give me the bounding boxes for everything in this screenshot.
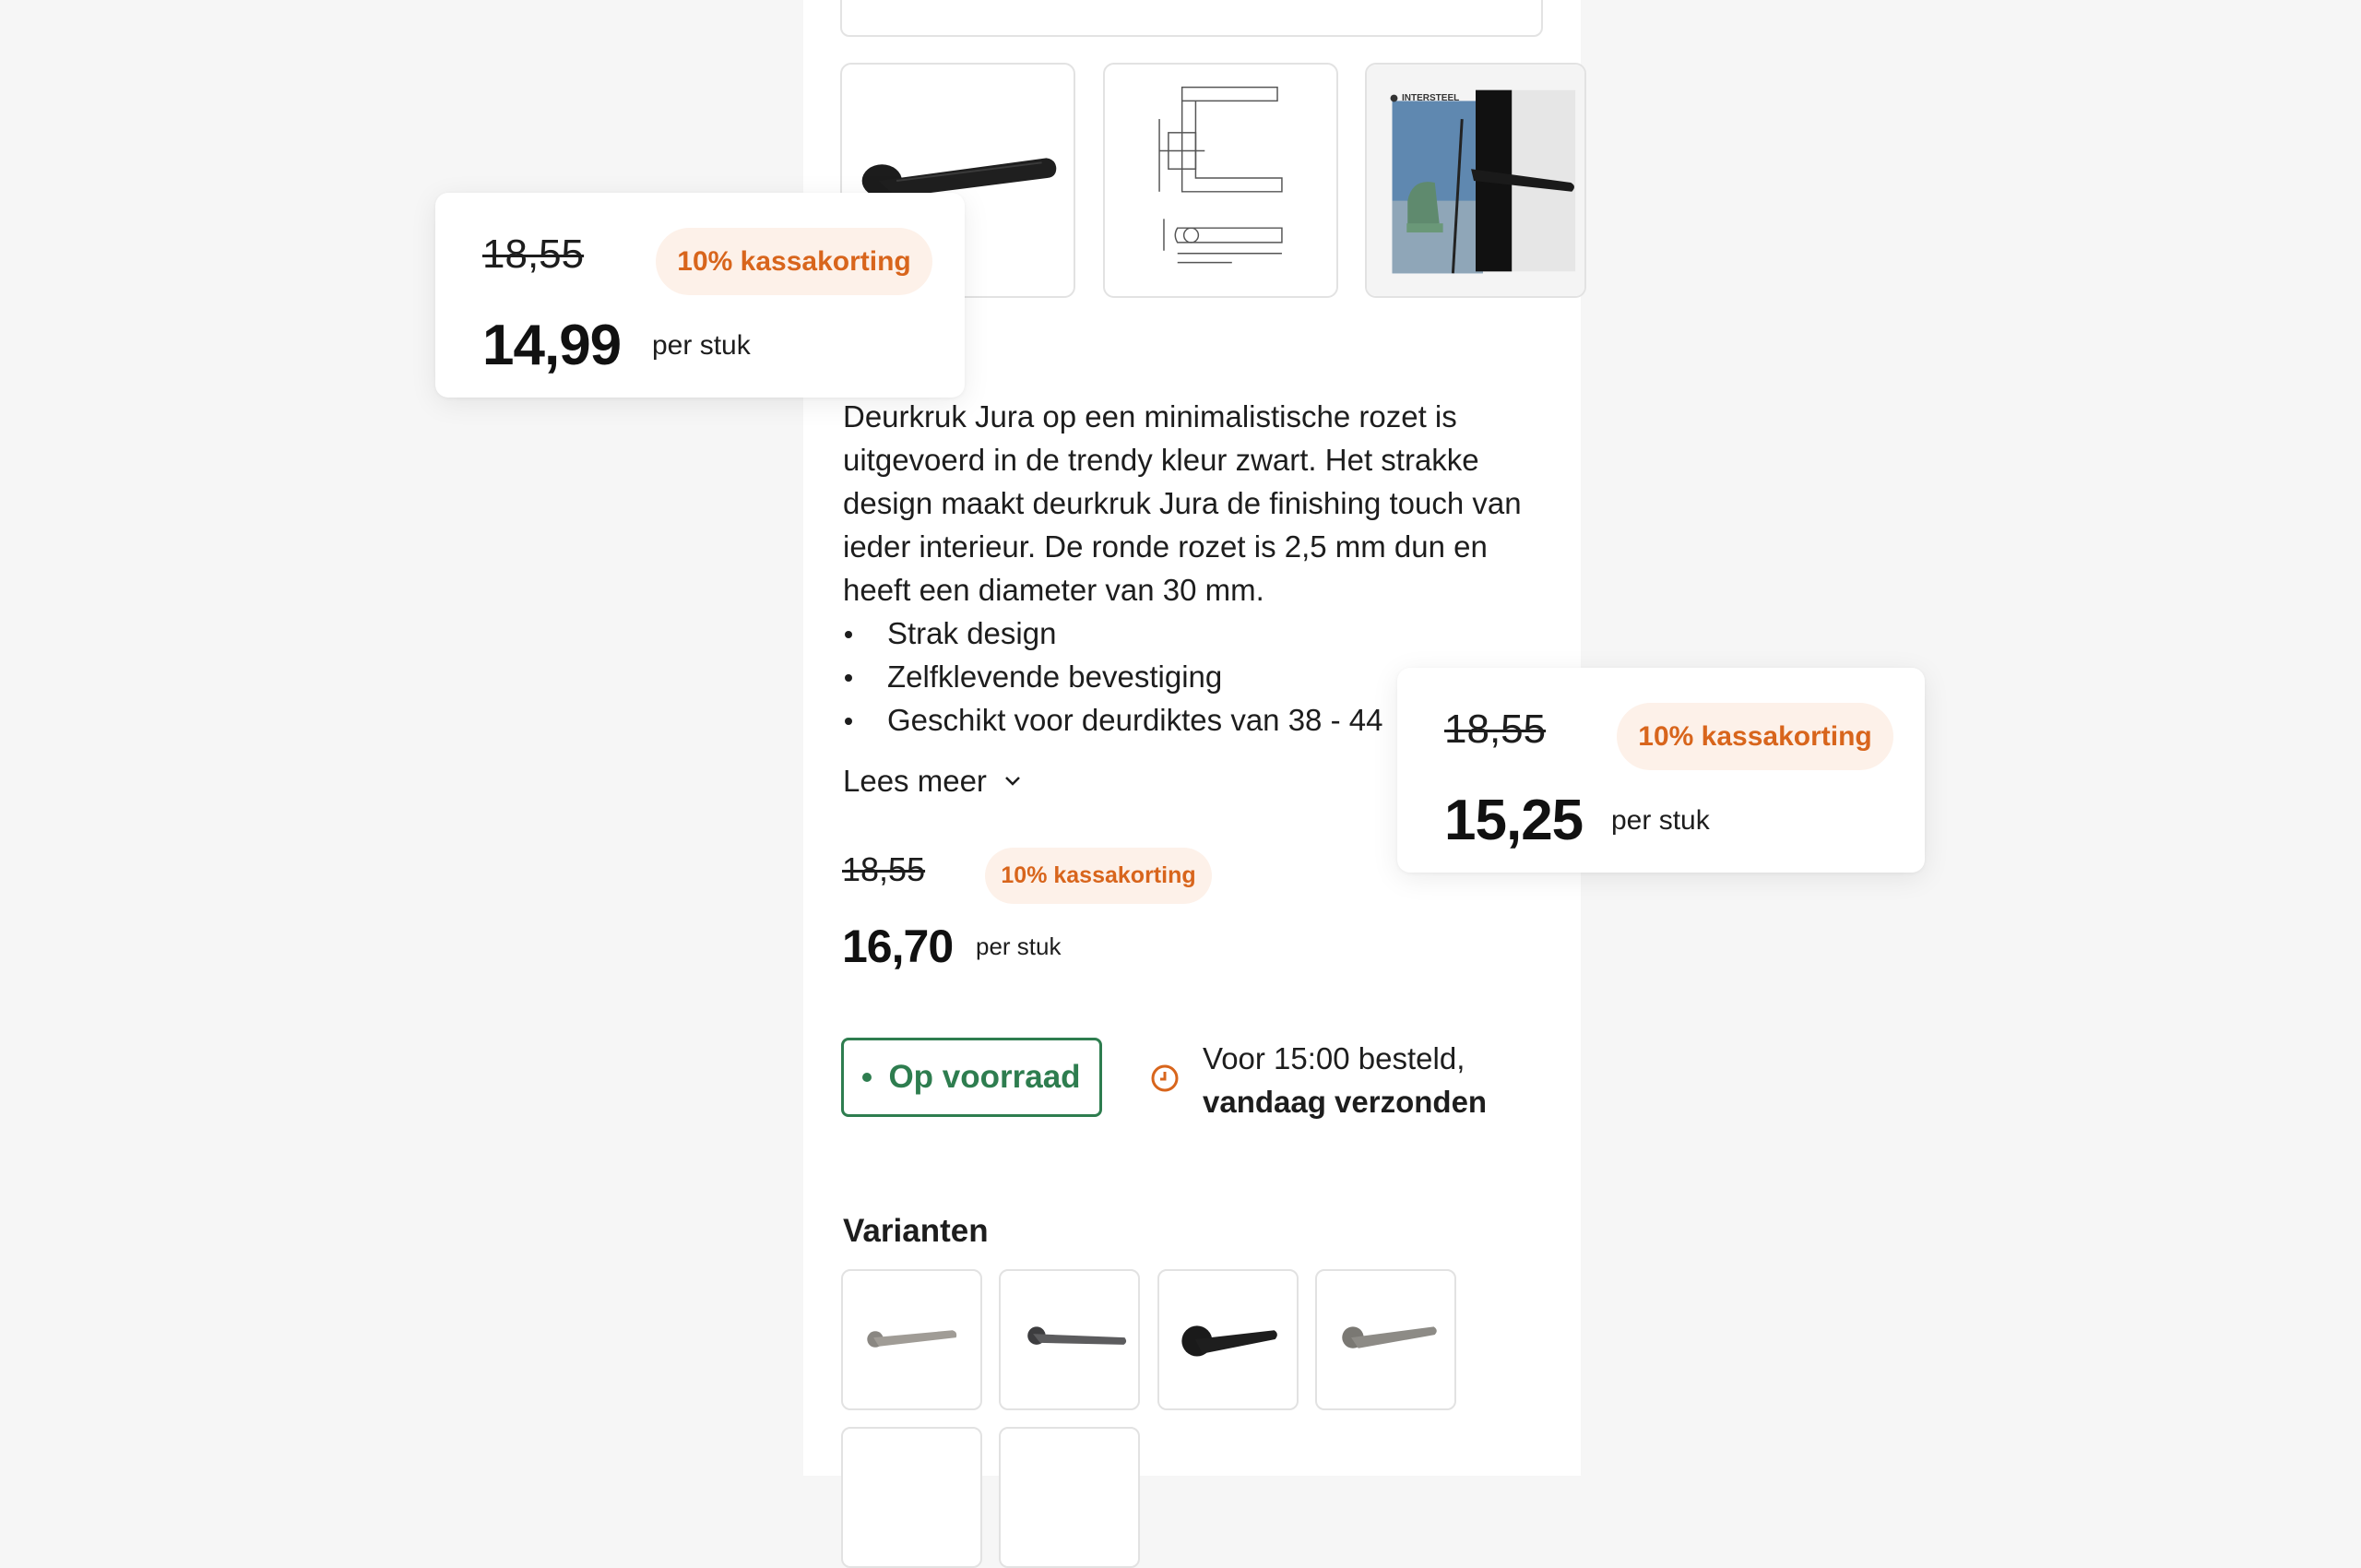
feature-item: Strak design xyxy=(843,612,1544,655)
discount-badge: 10% kassakorting xyxy=(656,228,932,295)
read-more-link[interactable] xyxy=(843,764,1022,799)
shipping-line-2: vandaag verzonden xyxy=(1203,1085,1488,1119)
stock-label: Op voorraad xyxy=(888,1059,1081,1095)
price-card-right xyxy=(1397,668,1925,873)
variant-thumbnail[interactable] xyxy=(841,1427,982,1568)
feature-item: Geschikt voor deurdiktes van 38 - 44 xyxy=(843,698,1544,742)
shipping-info xyxy=(1203,1037,1487,1123)
technical-drawing-image xyxy=(1105,65,1336,296)
stock-status-badge xyxy=(841,1038,1102,1117)
door-handle-image xyxy=(1001,1271,1138,1408)
price-unit: per stuk xyxy=(976,932,1062,960)
variant-titanium-handle[interactable] xyxy=(1315,1269,1456,1410)
description-text: Deurkruk Jura op een minimalistische rozet is uitgevoerd in de trendy kleur zwart. Het strakke design maakt deurkruk Jura de finishing touch van ieder interieur. De ronde rozet is 2,5 mm dun en heeft een diameter van 30 mm. xyxy=(843,399,1522,607)
variants-heading: Varianten xyxy=(843,1213,989,1249)
old-price: 18,55 xyxy=(842,850,926,888)
current-price: 14,99 xyxy=(482,314,622,377)
price-unit: per stuk xyxy=(1611,805,1710,836)
discount-badge: 10% kassakorting xyxy=(985,848,1212,904)
shipping-line-1: Voor 15:00 besteld, xyxy=(1203,1041,1465,1075)
old-price: 18,55 xyxy=(1444,707,1547,752)
current-price: 15,25 xyxy=(1444,789,1584,852)
price-unit: per stuk xyxy=(652,330,751,361)
read-more-label: Lees meer xyxy=(843,764,987,798)
current-price: 16,70 xyxy=(842,921,954,972)
thumbnail-interior-photo[interactable] xyxy=(1365,63,1586,298)
door-handle-image xyxy=(843,1271,980,1408)
feature-item: Zelfklevende bevestiging xyxy=(843,655,1544,698)
stock-dot-icon xyxy=(862,1073,872,1082)
chevron-down-icon xyxy=(1003,775,1022,788)
variant-black-handle[interactable] xyxy=(1157,1269,1299,1410)
door-handle-image xyxy=(1159,1271,1297,1408)
price-card-left xyxy=(435,193,965,398)
variant-thumbnail[interactable] xyxy=(999,1427,1140,1568)
intersteel-logo: INTERSTEEL xyxy=(1402,93,1460,103)
interior-photo-image xyxy=(1367,65,1584,296)
thumbnail-technical-drawing[interactable] xyxy=(1103,63,1338,298)
main-image-frame[interactable] xyxy=(840,0,1543,37)
variant-gunmetal-handle[interactable] xyxy=(999,1269,1140,1410)
clock-icon xyxy=(1150,1063,1180,1093)
variant-rvs-handle[interactable] xyxy=(841,1269,982,1410)
discount-badge: 10% kassakorting xyxy=(1617,703,1893,770)
door-handle-image xyxy=(1317,1271,1454,1408)
old-price: 18,55 xyxy=(482,232,585,277)
